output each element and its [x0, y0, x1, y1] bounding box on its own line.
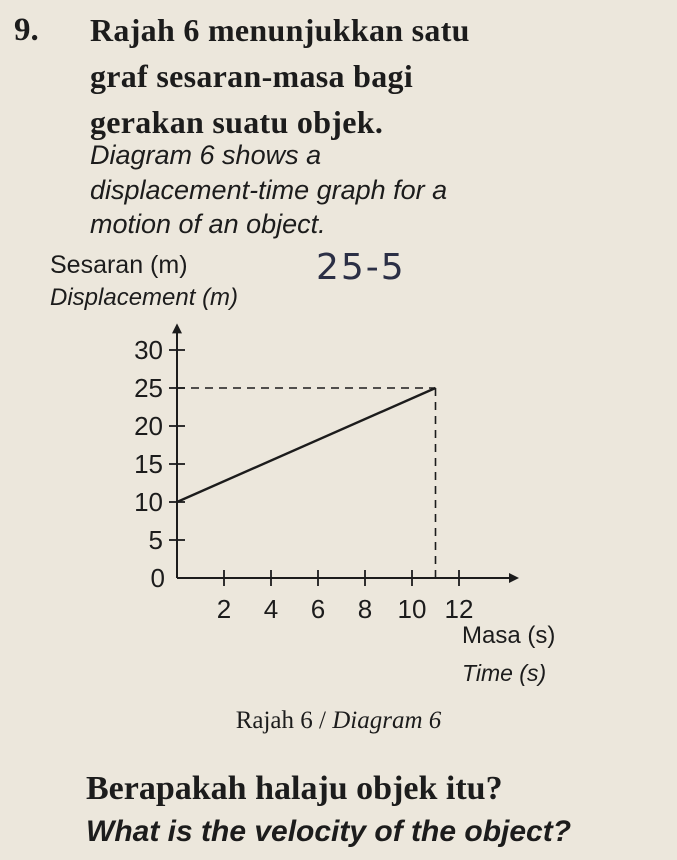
- y-tick-label: 20: [134, 411, 163, 441]
- stem-en-line-3: motion of an object.: [90, 209, 326, 239]
- y-tick-label: 25: [134, 373, 163, 403]
- stem-ms-line-3: gerakan suatu objek.: [90, 104, 384, 140]
- stem-ms-line-2: graf sesaran-masa bagi: [90, 58, 414, 94]
- question-ask-ms: Berapakah halaju objek itu?: [86, 770, 503, 807]
- caption-ms: Rajah 6: [235, 707, 313, 734]
- x-tick-label: 6: [310, 594, 326, 624]
- displacement-line: [177, 388, 436, 502]
- x-tick-label: 10: [397, 594, 427, 624]
- y-axis-label-en: Displacement (m): [50, 284, 239, 311]
- diagram-caption: [0, 707, 677, 735]
- x-tick-label: 4: [263, 594, 279, 624]
- caption-separator: /: [312, 707, 333, 734]
- x-axis-label-ms: Masa (s): [462, 622, 556, 649]
- x-tick-label: 12: [444, 594, 474, 624]
- x-axis-label-en: Time (s): [462, 660, 547, 686]
- y-tick-label: 15: [134, 449, 163, 479]
- handwritten-note: 25-5: [316, 247, 406, 288]
- question-number: 9.: [14, 12, 39, 48]
- x-tick-label: 2: [216, 594, 232, 624]
- caption-en: Diagram 6: [332, 707, 442, 734]
- stem-ms-line-1: Rajah 6 menunjukkan satu: [90, 12, 470, 48]
- stem-en-line-1: Diagram 6 shows a: [90, 140, 322, 170]
- stem-en-line-2: displacement-time graph for a: [90, 175, 448, 205]
- y-tick-label: 30: [134, 335, 163, 365]
- x-tick-label: 8: [357, 594, 373, 624]
- origin-label: 0: [150, 563, 165, 593]
- y-axis-label-ms: Sesaran (m): [50, 251, 188, 279]
- question-ask-en: What is the velocity of the object?: [86, 815, 572, 848]
- y-tick-label: 10: [134, 487, 163, 517]
- y-tick-label: 5: [148, 525, 163, 555]
